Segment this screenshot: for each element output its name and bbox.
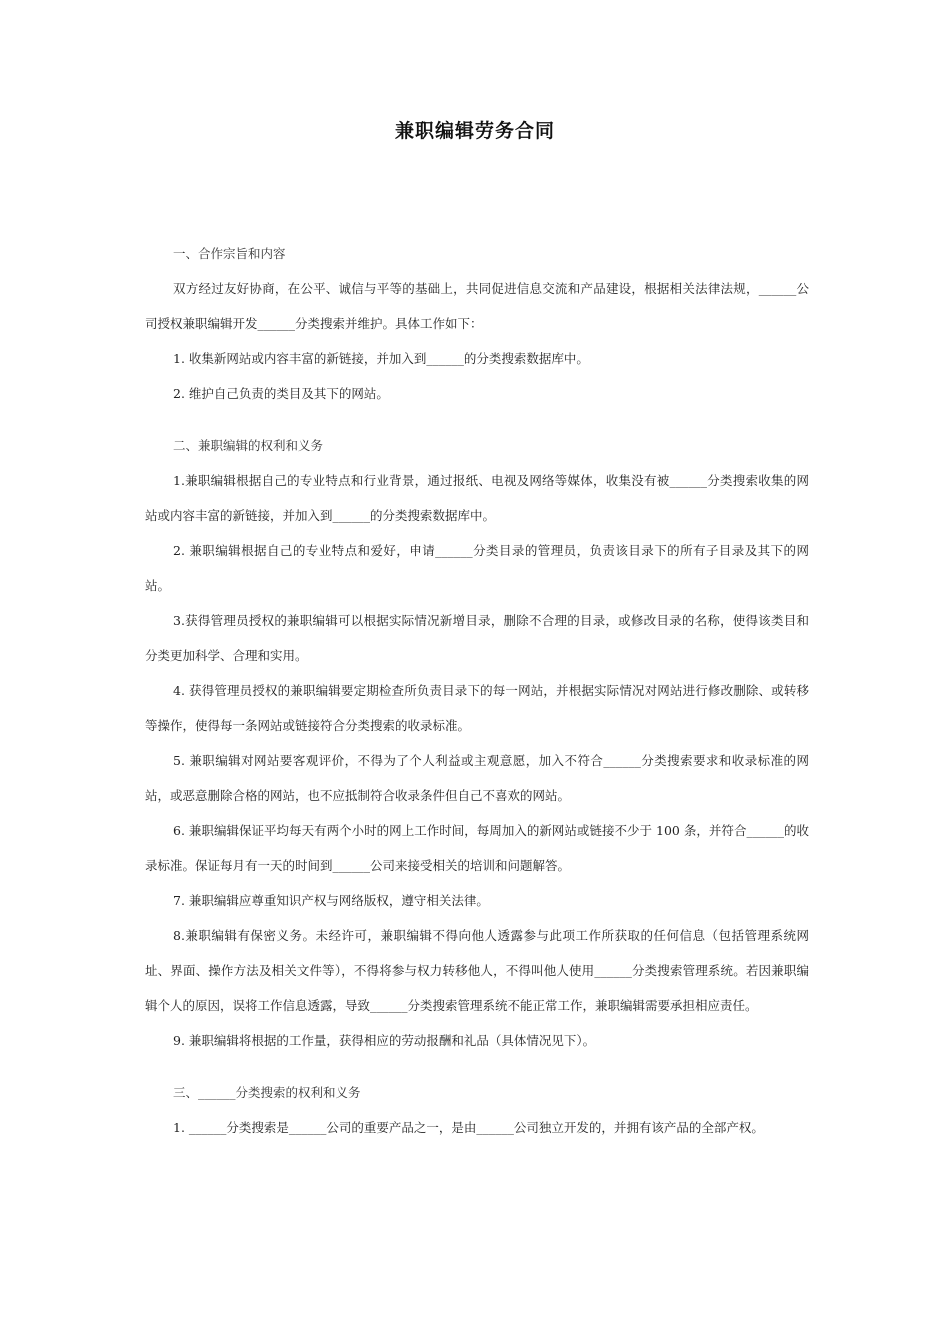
list-item: 2. 兼职编辑根据自己的专业特点和爱好，申请______分类目录的管理员，负责该目录下的所有子目录及其下的网站。 (145, 543, 809, 593)
list-item: 2. 维护自己负责的类目及其下的网站。 (173, 386, 389, 401)
document-title: 兼职编辑劳务合同 (394, 120, 555, 142)
section-2 (145, 428, 809, 1058)
list-item: 1. ______分类搜索是______公司的重要产品之一，是由______公司独立开发的，并拥有该产品的全部产权。 (173, 1120, 764, 1135)
section-heading: 二、兼职编辑的权利和义务 (173, 438, 324, 453)
list-item: 1.兼职编辑根据自己的专业特点和行业背景，通过报纸、电视及网络等媒体，收集没有被______分类搜索收集的网站或内容丰富的新链接，并加入到______的分类搜索数据库中。 (145, 473, 809, 523)
section-heading: 三、______分类搜索的权利和义务 (173, 1085, 361, 1100)
section-3 (145, 1075, 809, 1145)
list-item: 7. 兼职编辑应尊重知识产权与网络版权，遵守相关法律。 (173, 893, 489, 908)
list-item: 1. 收集新网站或内容丰富的新链接，并加入到______的分类搜索数据库中。 (173, 351, 589, 366)
section-1 (145, 236, 809, 411)
list-item: 6. 兼职编辑保证平均每天有两个小时的网上工作时间，每周加入的新网站或链接不少于 100 条，并符合______的收录标准。保证每月有一天的时间到______公司来接受相关的培训和问题解答。 (145, 823, 809, 873)
list-item: 8.兼职编辑有保密义务。未经许可，兼职编辑不得向他人透露参与此项工作所获取的任何信息（包括管理系统网址、界面、操作方法及相关文件等），不得将参与权力转移他人，不得叫他人使用______分类搜索管理系统。若因兼职编辑个人的原因，误将工作信息透露，导致______分类搜索管理系统不能正常工作，兼职编辑需要承担相应责任。 (145, 928, 809, 1013)
section-gap (145, 411, 809, 428)
section-heading: 一、合作宗旨和内容 (173, 246, 286, 261)
document-body (145, 236, 809, 1145)
paragraph: 双方经过友好协商，在公平、诚信与平等的基础上，共同促进信息交流和产品建设，根据相关法律法规，______公司授权兼职编辑开发______分类搜索并维护。具体工作如下： (145, 281, 809, 331)
list-item: 3.获得管理员授权的兼职编辑可以根据实际情况新增目录，删除不合理的目录，或修改目录的名称，使得该类目和分类更加科学、合理和实用。 (145, 613, 809, 663)
list-item: 9. 兼职编辑将根据的工作量，获得相应的劳动报酬和礼品（具体情况见下）。 (173, 1033, 596, 1048)
section-gap (145, 1058, 809, 1075)
list-item: 4. 获得管理员授权的兼职编辑要定期检查所负责目录下的每一网站，并根据实际情况对网站进行修改删除、或转移等操作，使得每一条网站或链接符合分类搜索的收录标准。 (145, 683, 809, 733)
list-item: 5. 兼职编辑对网站要客观评价，不得为了个人利益或主观意愿，加入不符合______分类搜索要求和收录标准的网站，或恶意删除合格的网站，也不应抵制符合收录条件但自己不喜欢的网站。 (145, 753, 809, 803)
